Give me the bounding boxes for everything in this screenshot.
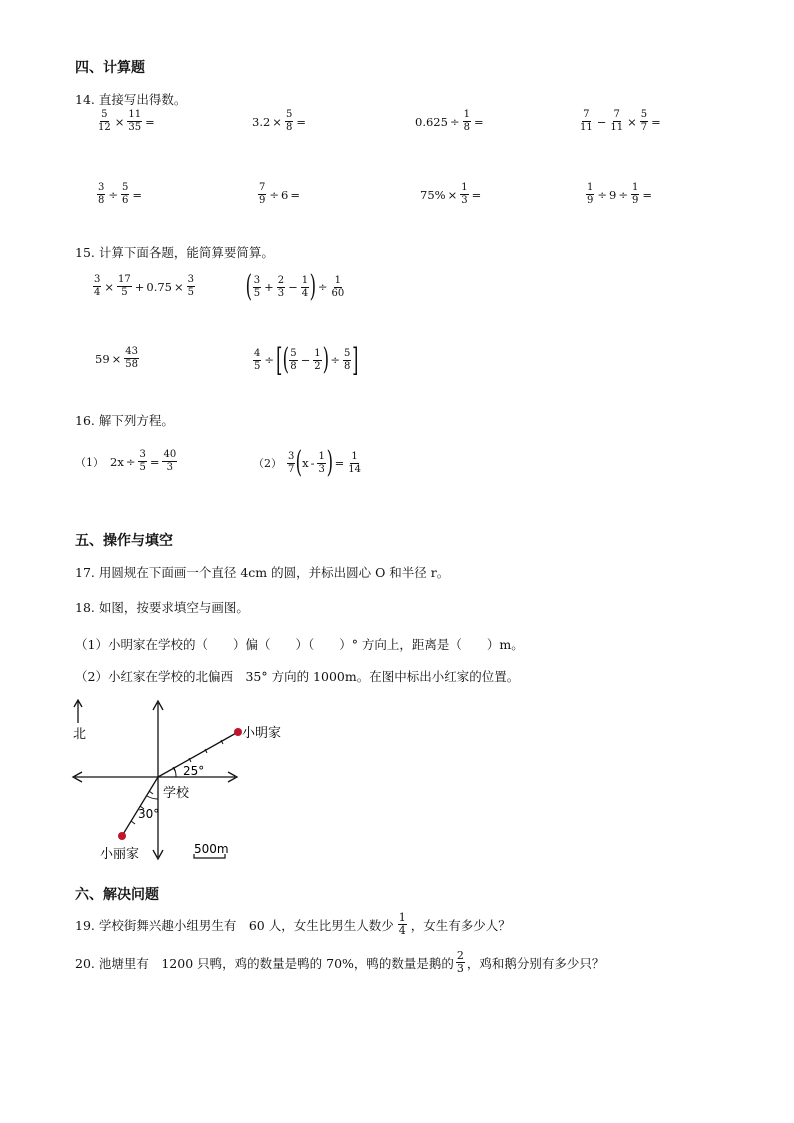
fraction: $\frac{17}{5}$ [118,274,131,298]
fraction: 5 8 [290,347,297,372]
question-17-text: 17. 用圆规在下面画一个直径 4cm 的圆，并标出圆心 O 和半径 r。 [75,565,450,580]
fraction: $\frac{1}{2}$ [314,347,321,372]
q14-expression-8: $\frac{1}{9}$ ÷ 9 ÷ $\frac{1}{9}$ = [587,182,652,206]
xiaoming-home-point [234,728,242,736]
q15-expression-3: 59 × $\frac{43}{58}$ [95,346,139,370]
direction-figure [70,695,300,870]
fraction: $\frac{5}{8}$ [285,109,293,133]
fraction: 2 3 [456,949,464,975]
q14-expression-5: $\frac{3}{8}$ ÷ $\frac{5}{6}$ = [98,182,143,206]
fraction: 3 7 [288,450,295,475]
fraction: 1 3 [318,450,325,475]
fraction: $\frac{1}{9}$ [631,182,639,206]
fraction: $\frac{3}{4}$ [94,274,101,298]
xiaoli-label: 小丽家 [100,847,140,862]
xiaoli-home-point [118,832,126,840]
section-4-heading: 四、计算题 [75,60,145,76]
q15-expression-1: $\frac{3}{4}$ × $\frac{17}{5}$ + 0.75 × $\frac{3}{5}$ [94,274,195,298]
fraction: $\frac{3}{8}$ [98,182,105,206]
question-14-title: 14. 直接写出得数。 [75,92,187,107]
angle-arc-25 [174,768,176,777]
fraction: $\frac{1}{9}$ [587,182,594,206]
fraction: $\frac{43}{58}$ [125,346,139,370]
q14-expression-2: 3.2 × $\frac{5}{8}$ = [252,109,306,133]
fraction: $\frac{11}{35}$ [128,109,142,133]
angle-arc-30 [147,796,158,799]
fraction: $\frac{1}{3}$ [461,182,468,206]
q15-expression-2: ( 3 5 + $\frac{2}{3}$ − $\frac{1}{4}$ ) ÷ $\frac{1}{60}$ [245,269,345,304]
question-15-title: 15. 计算下面各题，能简算要简算。 [75,245,274,260]
angle-25-label: 25° [183,764,205,778]
question-20: 20. 池塘里有 1200 只鸭，鸡的数量是鸭的 70%，鸭的数量是鹅的 2 3 ，鸡和鹅分别有多少只？ [75,949,605,975]
question-18-part-1: （1）小明家在学校的（ ）偏（ ）（ ）° 方向上，距离是（ ）m。 [75,637,524,652]
fraction: 1 4 [398,911,406,937]
question-19: 19. 学校街舞兴趣小组男生有 60 人，女生比男生人数少 1 4 ，女生有多少人？ [75,911,511,937]
fraction: $\frac{2}{3}$ [277,274,285,299]
question-18-part-2: （2）小红家在学校的北偏西 35° 方向的 1000m。在图中标出小红家的位置。 [75,669,520,684]
q14-expression-4: 7 11 − $\frac{7}{11}$ × $\frac{5}{7}$ = [580,109,661,133]
question-18-text: 18. 如图，按要求填空与画图。 [75,600,249,615]
q14-expression-3: 0.625 ÷ $\frac{1}{8}$ = [415,109,484,133]
xiaoming-label: 小明家 [242,726,282,741]
q15-expression-4: $\frac{4}{5}$ ÷ [ ( 5 8 − $\frac{1}{2}$ ) ÷ $\frac{5}{8}$ ] [254,341,359,379]
fraction: $\frac{1}{60}$ [331,274,345,299]
question-16-title: 16. 解下列方程。 [75,413,174,428]
fraction: $\frac{1}{8}$ [463,109,470,133]
q14-expression-6: $\frac{7}{9}$ ÷ 6 = [259,182,300,206]
section-5-heading: 五、操作与填空 [75,533,173,549]
q16-equation-1: （1） 2x ÷ $\frac{3}{5}$ = $\frac{40}{3}$ [75,449,177,473]
fraction: $\frac{1}{14}$ [348,450,361,475]
fraction: 7 11 [580,109,593,133]
angle-30-label: 30° [138,807,160,821]
fraction: $\frac{1}{4}$ [301,274,309,299]
north-label: 北 [73,727,87,742]
fraction: $\frac{7}{9}$ [259,182,266,206]
q14-expression-1: $\frac{5}{12}$ × $\frac{11}{35}$ = [98,109,155,133]
fraction: $\frac{5}{12}$ [98,109,111,133]
fraction: 3 5 [253,274,261,299]
fraction: $\frac{5}{7}$ [640,109,648,133]
section-6-heading: 六、解决问题 [75,887,159,903]
fraction: $\frac{3}{5}$ [187,274,195,298]
fraction: $\frac{40}{3}$ [163,449,177,473]
fraction: $\frac{3}{5}$ [139,449,146,473]
fraction: $\frac{7}{11}$ [610,109,624,133]
q16-equation-2: （2） 3 7 ( x - 1 3 ) = $\frac{1}{14}$ [253,445,361,480]
scale-label: 500m [194,842,229,856]
fraction: $\frac{5}{8}$ [343,347,351,372]
fraction: $\frac{4}{5}$ [254,347,261,372]
q14-expression-7: 75% × $\frac{1}{3}$ = [420,182,482,206]
school-label: 学校 [163,786,190,801]
fraction: $\frac{5}{6}$ [122,182,129,206]
